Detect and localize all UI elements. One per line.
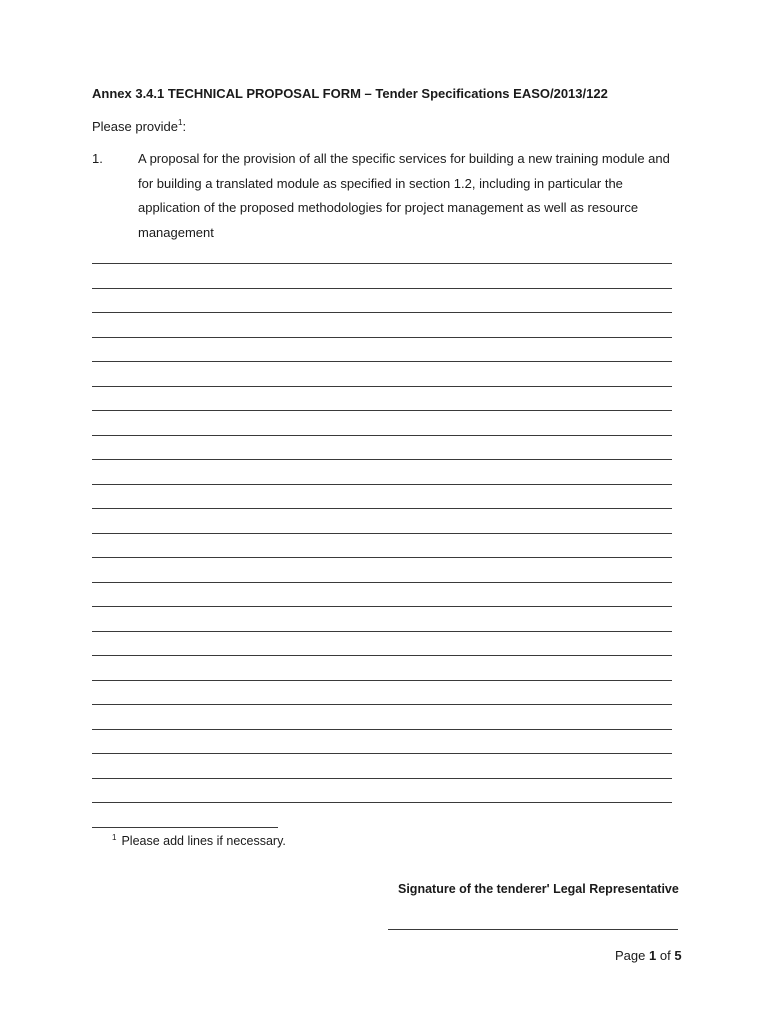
item-description-line: application of the proposed methodologies for project management as well as resource [138,200,639,216]
answer-line[interactable] [92,557,672,558]
answer-line[interactable] [92,386,672,387]
answer-line[interactable] [92,533,672,534]
answer-line[interactable] [92,606,672,607]
page-current: 1 [649,948,657,963]
answer-line[interactable] [92,729,672,730]
signature-line[interactable] [388,929,678,930]
document-title: Annex 3.4.1 TECHNICAL PROPOSAL FORM – Tender Specifications EASO/2013/122 [92,86,608,101]
answer-line[interactable] [92,263,672,264]
page-of: of [659,948,671,963]
footnote-separator [92,827,278,828]
page-number [615,948,682,963]
answer-line[interactable] [92,435,672,436]
answer-line[interactable] [92,631,672,632]
answer-line[interactable] [92,778,672,779]
intro-colon: : [182,119,187,134]
answer-line[interactable] [92,680,672,681]
signature-label: Signature of the tenderer' Legal Representative [398,882,679,896]
answer-line[interactable] [92,753,672,754]
answer-line[interactable] [92,655,672,656]
footnote-text: Please add lines if necessary. [121,834,286,848]
answer-line[interactable] [92,582,672,583]
item-number: 1. [92,151,103,166]
answer-line[interactable] [92,459,672,460]
item-description [138,147,683,245]
answer-line[interactable] [92,802,672,803]
answer-line[interactable] [92,410,672,411]
item-description-line: A proposal for the provision of all the specific services for building a new training module and [138,151,670,166]
answer-line[interactable] [92,484,672,485]
footnote [112,834,286,848]
footnote-reference: 1 [178,118,183,127]
answer-line[interactable] [92,508,672,509]
item-description-line: for building a translated module as specified in section 1.2, including in particular the [138,175,623,191]
answer-line[interactable] [92,312,672,313]
intro-label: Please provide [92,119,178,134]
page-total: 5 [674,948,682,963]
answer-line[interactable] [92,704,672,705]
page-prefix: Page [615,948,646,963]
footnote-marker: 1 [112,833,117,842]
answer-line[interactable] [92,337,672,338]
answer-line[interactable] [92,288,672,289]
intro-text [92,119,186,134]
answer-line[interactable] [92,361,672,362]
item-description-line: management [138,224,214,240]
